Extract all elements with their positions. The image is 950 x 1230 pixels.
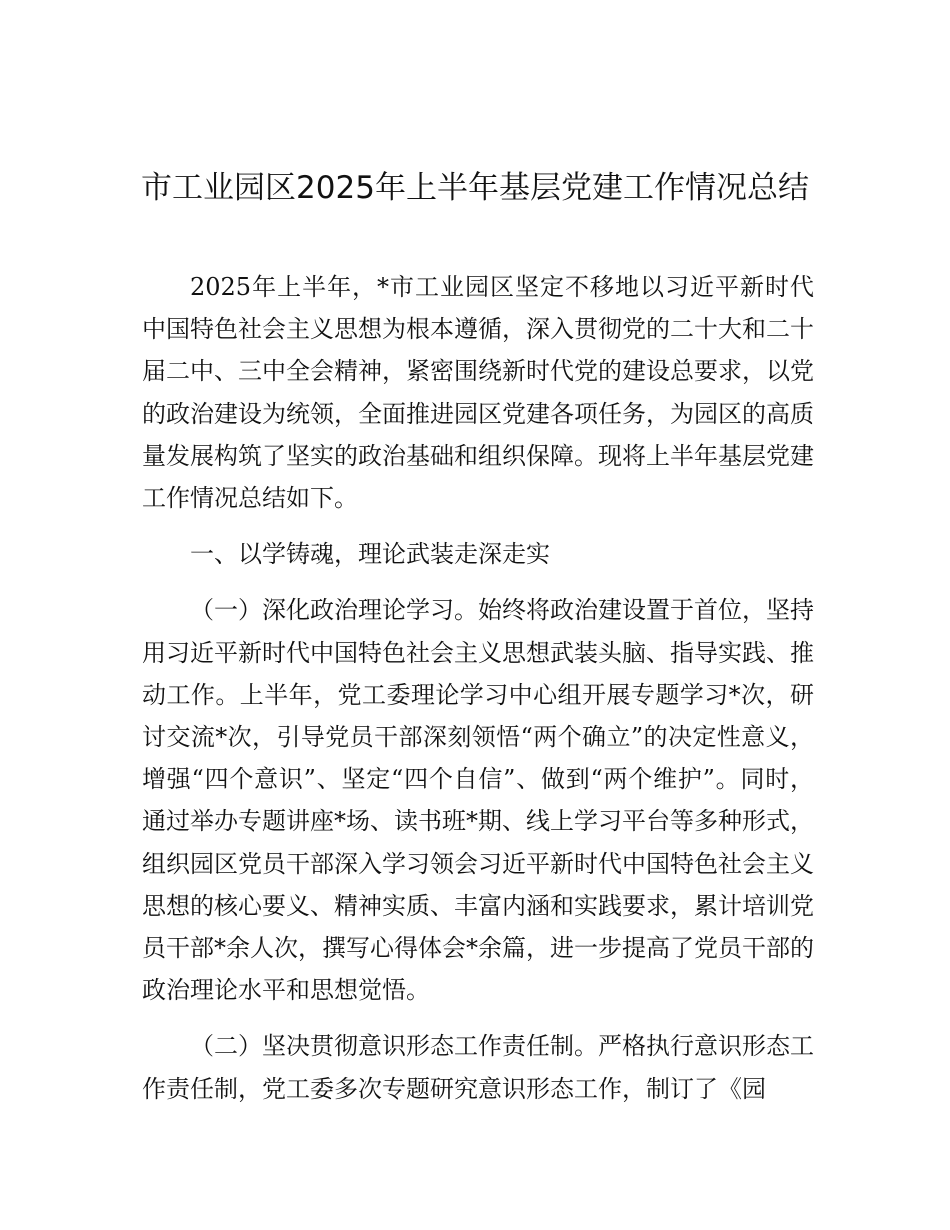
document-title: 市工业园区2025年上半年基层党建工作情况总结 — [141, 170, 809, 206]
paragraph-ideology-responsibility: （二）坚决贯彻意识形态工作责任制。严格执行意识形态工作责任制，党工委多次专题研究意识形态工作，制订了《园 — [142, 1032, 814, 1103]
paragraph-political-study: （一）深化政治理论学习。始终将政治建设置于首位，坚持用习近平新时代中国特色社会主义思想武装头脑、指导实践、推动工作。上半年，党工委理论学习中心组开展专题学习*次，研讨交流*次，引导党员干部深刻领悟“两个确立”的决定性意义，增强“四个意识”、坚定“四个自信”、做到“两个维护”。同时，通过举办专题讲座*场、读书班*期、线上学习平台等多种形式，组织园区党员干部深入学习领会习近平新时代中国特色社会主义思想的核心要义、精神实质、丰富内涵和实践要求，累计培训党员干部*余人次，撰写心得体会*余篇，进一步提高了党员干部的政治理论水平和思想觉悟。 — [142, 596, 814, 1005]
intro-paragraph: 2025年上半年，*市工业园区坚定不移地以习近平新时代中国特色社会主义思想为根本遵循，深入贯彻党的二十大和二十届二中、三中全会精神，紧密围绕新时代党的建设总要求，以党的政治建设为统领，全面推进园区党建各项任务，为园区的高质量发展构筑了坚实的政治基础和组织保障。现将上半年基层党建工作情况总结如下。 — [142, 273, 814, 513]
section-heading: 一、以学铸魂，理论武装走深走实 — [190, 540, 550, 569]
document-body — [142, 266, 814, 1110]
